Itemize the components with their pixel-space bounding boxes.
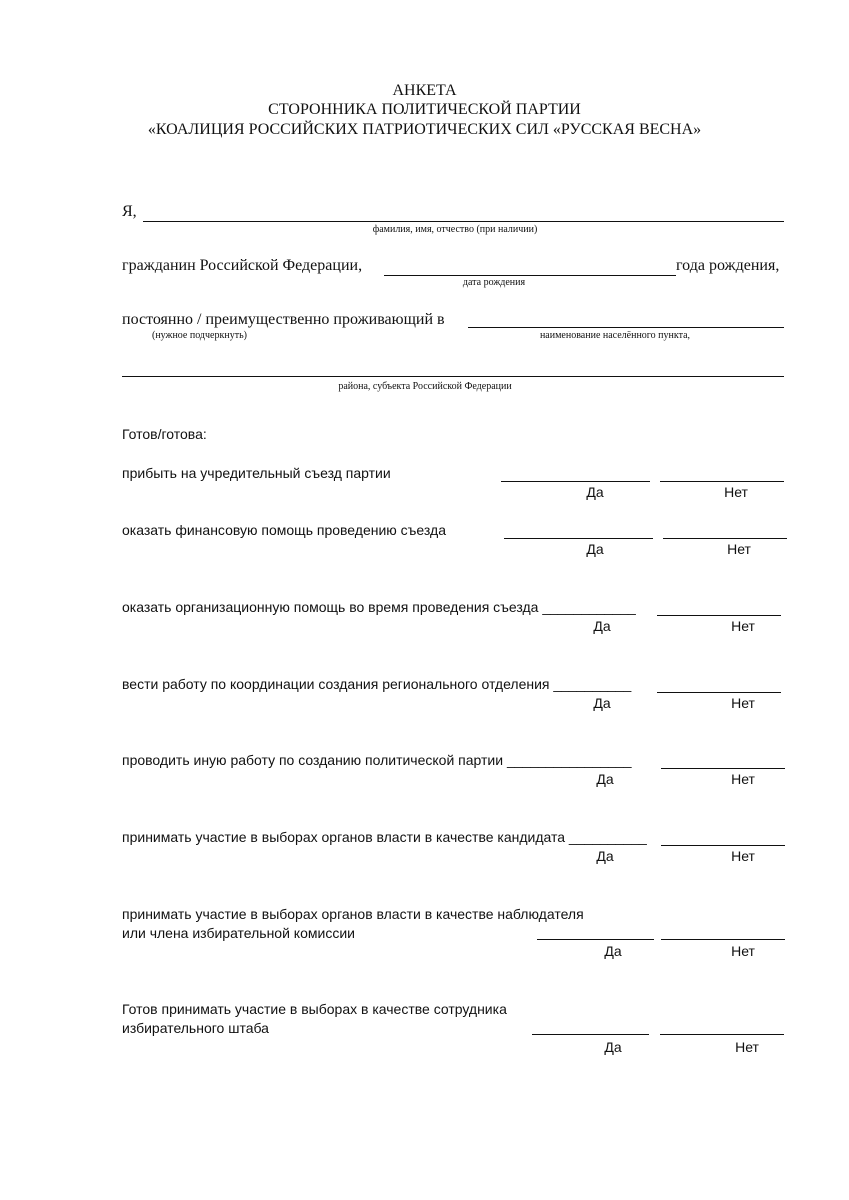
no-label: Нет bbox=[731, 943, 755, 959]
yes-label: Да bbox=[596, 848, 614, 864]
question-text-line1: Готов принимать участие в выборах в качестве сотрудника bbox=[122, 1001, 507, 1017]
ready-label: Готов/готова: bbox=[122, 426, 207, 442]
no-label: Нет bbox=[731, 771, 755, 787]
region-caption: района, субъекта Российской Федерации bbox=[338, 381, 512, 392]
question-text: проводить иную работу по созданию политической партии ________________ bbox=[122, 752, 632, 768]
no-answer-line[interactable] bbox=[660, 1034, 784, 1035]
birth-caption: дата рождения bbox=[462, 277, 526, 288]
yes-label: Да bbox=[593, 695, 611, 711]
yes-label: Да bbox=[596, 771, 614, 787]
yes-label: Да bbox=[586, 541, 604, 557]
yes-label: Да bbox=[593, 618, 611, 634]
no-label: Нет bbox=[731, 618, 755, 634]
question-text: прибыть на учредительный съезд партии bbox=[122, 465, 391, 481]
question-text: оказать организационную помощь во время проведения съезда ____________ bbox=[122, 599, 636, 615]
no-label: Нет bbox=[727, 541, 751, 557]
name-prefix: Я, bbox=[122, 203, 137, 220]
form-subtitle: СТОРОННИКА ПОЛИТИЧЕСКОЙ ПАРТИИ bbox=[268, 101, 581, 118]
yes-answer-line[interactable] bbox=[504, 538, 653, 539]
party-name: «КОАЛИЦИЯ РОССИЙСКИХ ПАТРИОТИЧЕСКИХ СИЛ «РУССКАЯ ВЕСНА» bbox=[147, 121, 702, 138]
settlement-caption: наименование населённого пункта, bbox=[539, 330, 691, 341]
name-field-line[interactable] bbox=[143, 221, 784, 222]
birth-suffix: года рождения, bbox=[676, 257, 780, 274]
no-answer-line[interactable] bbox=[661, 939, 785, 940]
yes-label: Да bbox=[586, 484, 604, 500]
no-label: Нет bbox=[724, 484, 748, 500]
settlement-field-line[interactable] bbox=[468, 327, 784, 328]
question-text-line1: принимать участие в выборах органов власти в качестве наблюдателя bbox=[122, 906, 584, 922]
yes-answer-line[interactable] bbox=[501, 481, 650, 482]
no-label: Нет bbox=[731, 695, 755, 711]
region-field-line[interactable] bbox=[122, 376, 784, 377]
no-answer-line[interactable] bbox=[661, 768, 785, 769]
birth-date-field-line[interactable] bbox=[384, 275, 676, 276]
no-answer-line[interactable] bbox=[661, 845, 785, 846]
form-title: АНКЕТА bbox=[392, 82, 457, 99]
yes-answer-line[interactable] bbox=[532, 1034, 649, 1035]
residence-note: (нужное подчеркнуть) bbox=[152, 330, 247, 341]
name-caption: фамилия, имя, отчество (при наличии) bbox=[372, 224, 538, 235]
no-answer-line[interactable] bbox=[657, 615, 781, 616]
yes-label: Да bbox=[604, 943, 622, 959]
no-answer-line[interactable] bbox=[663, 538, 787, 539]
question-text: принимать участие в выборах органов власти в качестве кандидата __________ bbox=[122, 829, 647, 845]
yes-answer-line[interactable] bbox=[537, 939, 654, 940]
question-text: вести работу по координации создания регионального отделения __________ bbox=[122, 676, 632, 692]
no-answer-line[interactable] bbox=[660, 481, 784, 482]
question-text-line2: или члена избирательной комиссии bbox=[122, 925, 355, 941]
question-text-line2: избирательного штаба bbox=[122, 1020, 269, 1036]
no-label: Нет bbox=[735, 1039, 759, 1055]
citizen-prefix: гражданин Российской Федерации, bbox=[122, 257, 363, 274]
yes-label: Да bbox=[604, 1039, 622, 1055]
no-label: Нет bbox=[731, 848, 755, 864]
no-answer-line[interactable] bbox=[657, 692, 781, 693]
residence-prefix: постоянно / преимущественно проживающий в bbox=[122, 311, 445, 328]
question-text: оказать финансовую помощь проведению съезда bbox=[122, 522, 446, 538]
